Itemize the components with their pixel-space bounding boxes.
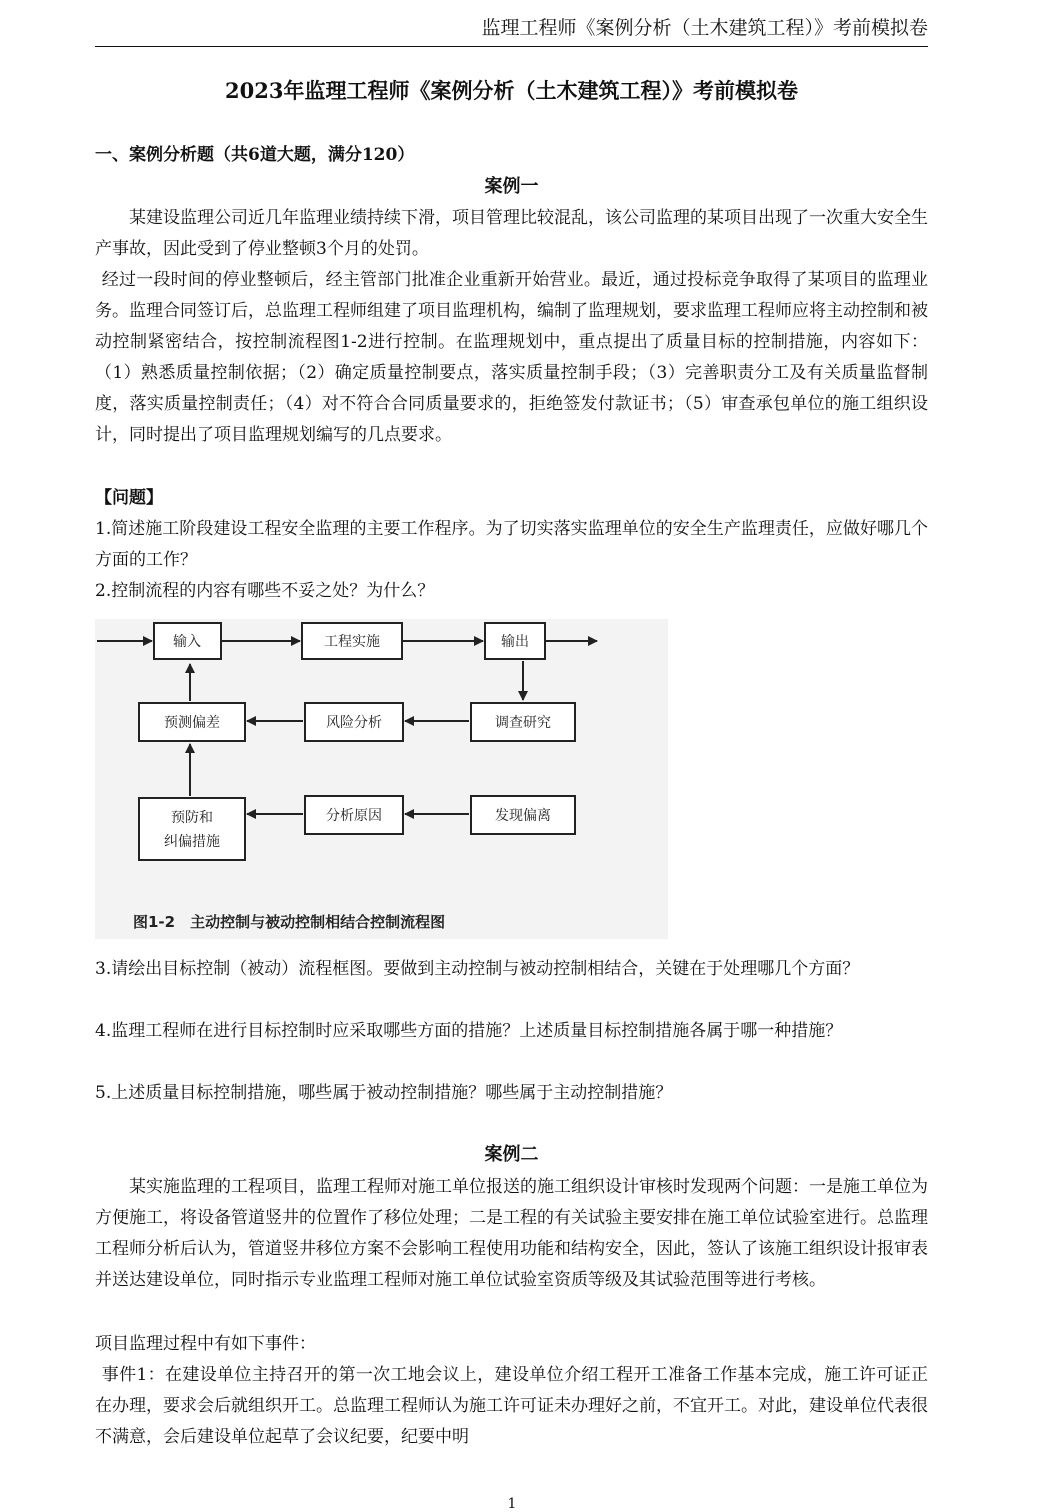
page-number: 1 — [507, 1496, 517, 1512]
flowchart-svg — [95, 619, 668, 939]
case1-title: 案例一 — [484, 176, 539, 197]
label-cause: 分析原因 — [326, 808, 382, 824]
box-prevent — [139, 798, 245, 860]
running-title: 监理工程师《案例分析（土木建筑工程）》考前模拟卷 — [481, 17, 928, 39]
figure-caption: 图1-2 主动控制与被动控制相结合控制流程图 — [133, 913, 446, 931]
label-deviation: 发现偏离 — [495, 808, 551, 824]
label-prevent-line1: 预防和 — [171, 810, 213, 826]
section-heading: 一、案例分析题（共6道大题，满分120） — [95, 145, 415, 165]
case1-question-4: 4.监理工程师在进行目标控制时应采取哪些方面的措施？上述质量目标控制措施各属于哪一种措施？ — [95, 1021, 843, 1041]
document-title: 2023年监理工程师《案例分析（土木建筑工程）》考前模拟卷 — [225, 78, 798, 103]
label-risk: 风险分析 — [326, 715, 382, 731]
label-investigate: 调查研究 — [495, 715, 551, 731]
label-predict: 预测偏差 — [164, 715, 220, 731]
case1-questions-label: 【问题】 — [95, 488, 163, 508]
case1-question-2: 2.控制流程的内容有哪些不妥之处？为什么？ — [95, 581, 435, 601]
case2-paragraph-3: 事件1：在建设单位主持召开的第一次工地会议上，建设单位介绍工程开工准备工作基本完成，施工许可证正在办理，要求会后就组织开工。总监理工程师认为施工许可证未办理好之前，不宜开工。对此，建设单位代表很不满意，会后建设单位起草了会议纪要，纪要中明 — [95, 1365, 928, 1447]
label-prevent-line2: 纠偏措施 — [164, 834, 220, 850]
control-flow-figure — [95, 619, 668, 939]
case2-paragraph-1: 某实施监理的工程项目，监理工程师对施工单位报送的施工组织设计审核时发现两个问题：一是施工单位为方便施工，将设备管道竖井的位置作了移位处理；二是工程的有关试验主要安排在施工单位试验室进行。总监理工程师分析后认为，管道竖井移位方案不会影响工程使用功能和结构安全，因此，签认了该施工组织设计报审表并送达建设单位，同时指示专业监理工程师对施工单位试验室资质等级及其试验范围等进行考核。 — [95, 1177, 928, 1290]
case1-question-5: 5.上述质量目标控制措施，哪些属于被动控制措施？哪些属于主动控制措施？ — [95, 1083, 673, 1103]
label-output: 输出 — [501, 634, 529, 650]
case1-question-1: 1.简述施工阶段建设工程安全监理的主要工作程序。为了切实落实监理单位的安全生产监理责任，应做好哪几个方面的工作？ — [95, 519, 928, 570]
case2-paragraph-2: 项目监理过程中有如下事件： — [95, 1334, 316, 1354]
case2-title: 案例二 — [484, 1144, 539, 1165]
case1-paragraph-2: 经过一段时间的停业整顿后，经主管部门批准企业重新开始营业。最近，通过投标竞争取得了某项目的监理业务。监理合同签订后，总监理工程师组建了项目监理机构，编制了监理规划，要求监理工程师应将主动控制和被动控制紧密结合，按控制流程图1-2进行控制。在监理规划中，重点提出了质量目标的控制措施，内容如下：（1）熟悉质量控制依据；（2）确定质量控制要点，落实质量控制手段；（3）完善职责分工及有关质量监督制度，落实质量控制责任；（4）对不符合合同质量要求的，拒绝签发付款证书；（5）审查承包单位的施工组织设计，同时提出了项目监理规划编写的几点要求。 — [95, 270, 928, 445]
case1-paragraph-1: 某建设监理公司近几年监理业绩持续下滑，项目管理比较混乱，该公司监理的某项目出现了一次重大安全生产事故，因此受到了停业整顿3个月的处罚。 — [95, 208, 928, 259]
page-header — [95, 14, 928, 47]
label-input: 输入 — [173, 634, 201, 650]
label-implement: 工程实施 — [324, 634, 380, 650]
case1-question-3: 3.请绘出目标控制（被动）流程框图。要做到主动控制与被动控制相结合，关键在于处理哪几个方面？ — [95, 959, 860, 979]
